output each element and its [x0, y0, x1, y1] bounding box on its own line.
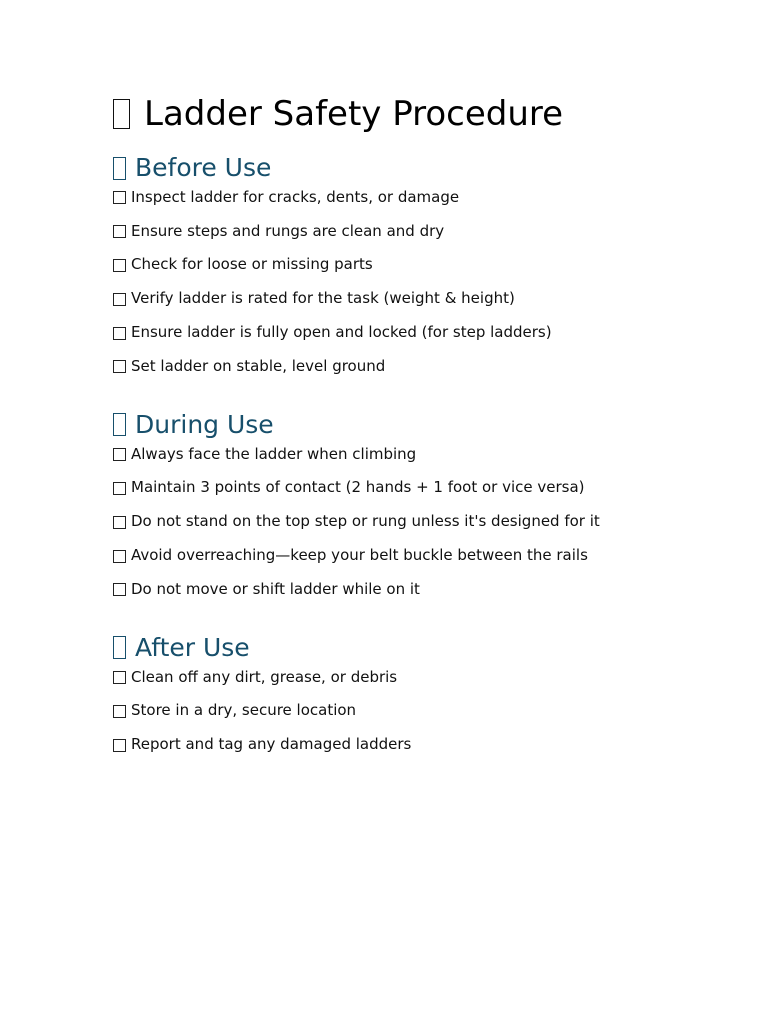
- section-title-before-use: Before Use: [135, 153, 272, 182]
- checklist-item: [113, 445, 713, 479]
- section-spacer: [113, 614, 713, 630]
- section-header-during-use: [113, 407, 713, 443]
- document-title-row: [113, 92, 713, 136]
- section-title-during-use: During Use: [135, 409, 274, 439]
- checklist-item: [113, 289, 713, 323]
- checkbox[interactable]: [113, 516, 126, 529]
- checklist-item: [113, 702, 713, 736]
- checkbox[interactable]: [113, 482, 126, 495]
- inspection-icon: [113, 157, 126, 180]
- checklist-item-text: Ensure steps and rungs are clean and dry: [131, 221, 445, 240]
- checklist-item: [113, 222, 713, 256]
- section-title-after-use: After Use: [135, 632, 250, 662]
- checklist-item: [113, 188, 713, 222]
- checkbox[interactable]: [113, 327, 126, 340]
- ladder-safety-document: [113, 92, 713, 769]
- checklist-item: [113, 256, 713, 290]
- checkbox[interactable]: [113, 293, 126, 306]
- checklist-item: [113, 546, 713, 580]
- checkbox[interactable]: [113, 259, 126, 272]
- checklist-item-text: Maintain 3 points of contact (2 hands + 1 foot or vice versa): [131, 478, 585, 497]
- section-header-after-use: [113, 630, 713, 666]
- ladder-icon: [113, 99, 130, 129]
- checkbox[interactable]: [113, 191, 126, 204]
- checklist-item-text: Ensure ladder is fully open and locked (for step ladders): [131, 323, 552, 342]
- checkbox[interactable]: [113, 360, 126, 373]
- checkbox[interactable]: [113, 583, 126, 596]
- checklist-item: [113, 323, 713, 357]
- checklist-item-text: Report and tag any damaged ladders: [131, 735, 412, 754]
- checkbox[interactable]: [113, 448, 126, 461]
- section-before-use: [113, 150, 713, 391]
- checklist-item-text: Always face the ladder when climbing: [131, 444, 417, 463]
- checkbox[interactable]: [113, 225, 126, 238]
- after-use-checklist: [113, 668, 713, 769]
- section-header-before-use: [113, 150, 713, 186]
- section-spacer: [113, 391, 713, 407]
- checklist-item: [113, 668, 713, 702]
- storage-icon: [113, 636, 126, 659]
- checklist-item-text: Avoid overreaching—keep your belt buckle between the rails: [131, 546, 588, 565]
- checklist-item-text: Store in a dry, secure location: [131, 701, 357, 720]
- checklist-item-text: Inspect ladder for cracks, dents, or damage: [131, 187, 460, 206]
- checklist-item-text: Do not move or shift ladder while on it: [131, 579, 420, 598]
- checklist-item: [113, 357, 713, 391]
- checkbox[interactable]: [113, 705, 126, 718]
- before-use-checklist: [113, 188, 713, 391]
- checklist-item-text: Clean off any dirt, grease, or debris: [131, 667, 398, 686]
- checklist-item: [113, 580, 713, 614]
- checklist-item-text: Verify ladder is rated for the task (weight & height): [131, 289, 515, 308]
- section-after-use: [113, 630, 713, 769]
- document-title: Ladder Safety Procedure: [144, 94, 564, 134]
- checklist-item-text: Set ladder on stable, level ground: [131, 356, 386, 375]
- during-use-checklist: [113, 445, 713, 614]
- checklist-item: [113, 512, 713, 546]
- checklist-item-text: Do not stand on the top step or rung unless it's designed for it: [131, 512, 600, 531]
- checklist-item-text: Check for loose or missing parts: [131, 255, 373, 274]
- checklist-item: [113, 479, 713, 513]
- checklist-item: [113, 735, 713, 769]
- checkbox[interactable]: [113, 739, 126, 752]
- section-during-use: [113, 407, 713, 614]
- checkbox[interactable]: [113, 550, 126, 563]
- checkbox[interactable]: [113, 671, 126, 684]
- climbing-icon: [113, 413, 126, 436]
